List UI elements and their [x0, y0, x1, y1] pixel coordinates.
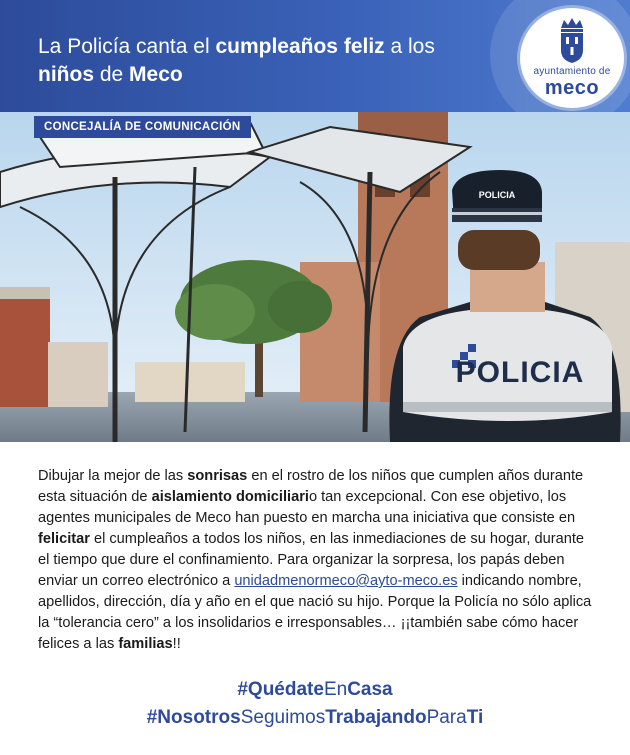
title-bold: Meco [129, 63, 183, 86]
hashtag-part: #Nosotros [146, 707, 241, 728]
body-bold: felicitar [38, 531, 90, 547]
body-text: en el rostro de los niños que cumplen años durante esta situación de [38, 468, 584, 505]
body-text: el cumpleaños a todos los niños, en las inmediaciones de su hogar, durante el tiempo que dure el confinamiento. Para organizar la sorpresa, los papás deben enviar un correo electrónico a [38, 531, 584, 589]
body-text: o tan excepcional. Con ese objetivo, los agentes municipales de Meco han puesto en marcha una iniciativa que consiste en [38, 489, 576, 526]
hashtag-part: Trabajando [325, 707, 427, 728]
title-part: a los [384, 35, 435, 58]
plaza-police-illustration [0, 112, 630, 442]
title-part: de [94, 63, 130, 86]
body-text: !! [172, 636, 181, 652]
hashtag-part: #Quédate [237, 679, 324, 700]
hashtag-part: Para [426, 707, 467, 728]
hashtags [0, 676, 630, 732]
body-bold: familias [118, 636, 173, 652]
email-link[interactable]: unidadmenormeco@ayto-meco.es [234, 573, 458, 589]
vest-label: POLICIA [455, 356, 585, 389]
section-tag: CONCEJALÍA DE COMUNICACIÓN [34, 116, 251, 138]
body-bold: sonrisas [187, 468, 248, 484]
header-banner [0, 0, 630, 112]
body-text: indicando nombre, apellidos, dirección, día y año en el que nació su hijo. Porque la Policía no sólo aplica la “tolerancia cero” a los insolidarios e irresponsables… ¡¡también sabe cómo hacer felices a las [38, 573, 592, 652]
title-part: La Policía canta el [38, 35, 216, 58]
title-bold: niños [38, 63, 94, 86]
cap-label: POLICIA [478, 190, 516, 200]
hero-photo [0, 112, 630, 442]
crest-icon [558, 14, 586, 64]
hashtag-part: En [323, 679, 348, 700]
page-title [38, 33, 508, 89]
body-text: Dibujar la mejor de las [38, 468, 188, 484]
hashtag-part: Casa [347, 679, 393, 700]
logo-text-top: ayuntamiento de [533, 66, 611, 77]
logo-text-bottom: meco [544, 77, 600, 99]
logo-ayuntamiento [520, 8, 624, 108]
hashtag-part: Seguimos [240, 707, 326, 728]
hashtag-part: Ti [466, 707, 484, 728]
article-body [38, 466, 598, 655]
title-bold: cumpleaños feliz [215, 35, 385, 58]
body-bold: aislamiento domiciliari [151, 489, 309, 505]
hashtag-line-2 [0, 704, 630, 732]
hashtag-line-1 [0, 676, 630, 704]
